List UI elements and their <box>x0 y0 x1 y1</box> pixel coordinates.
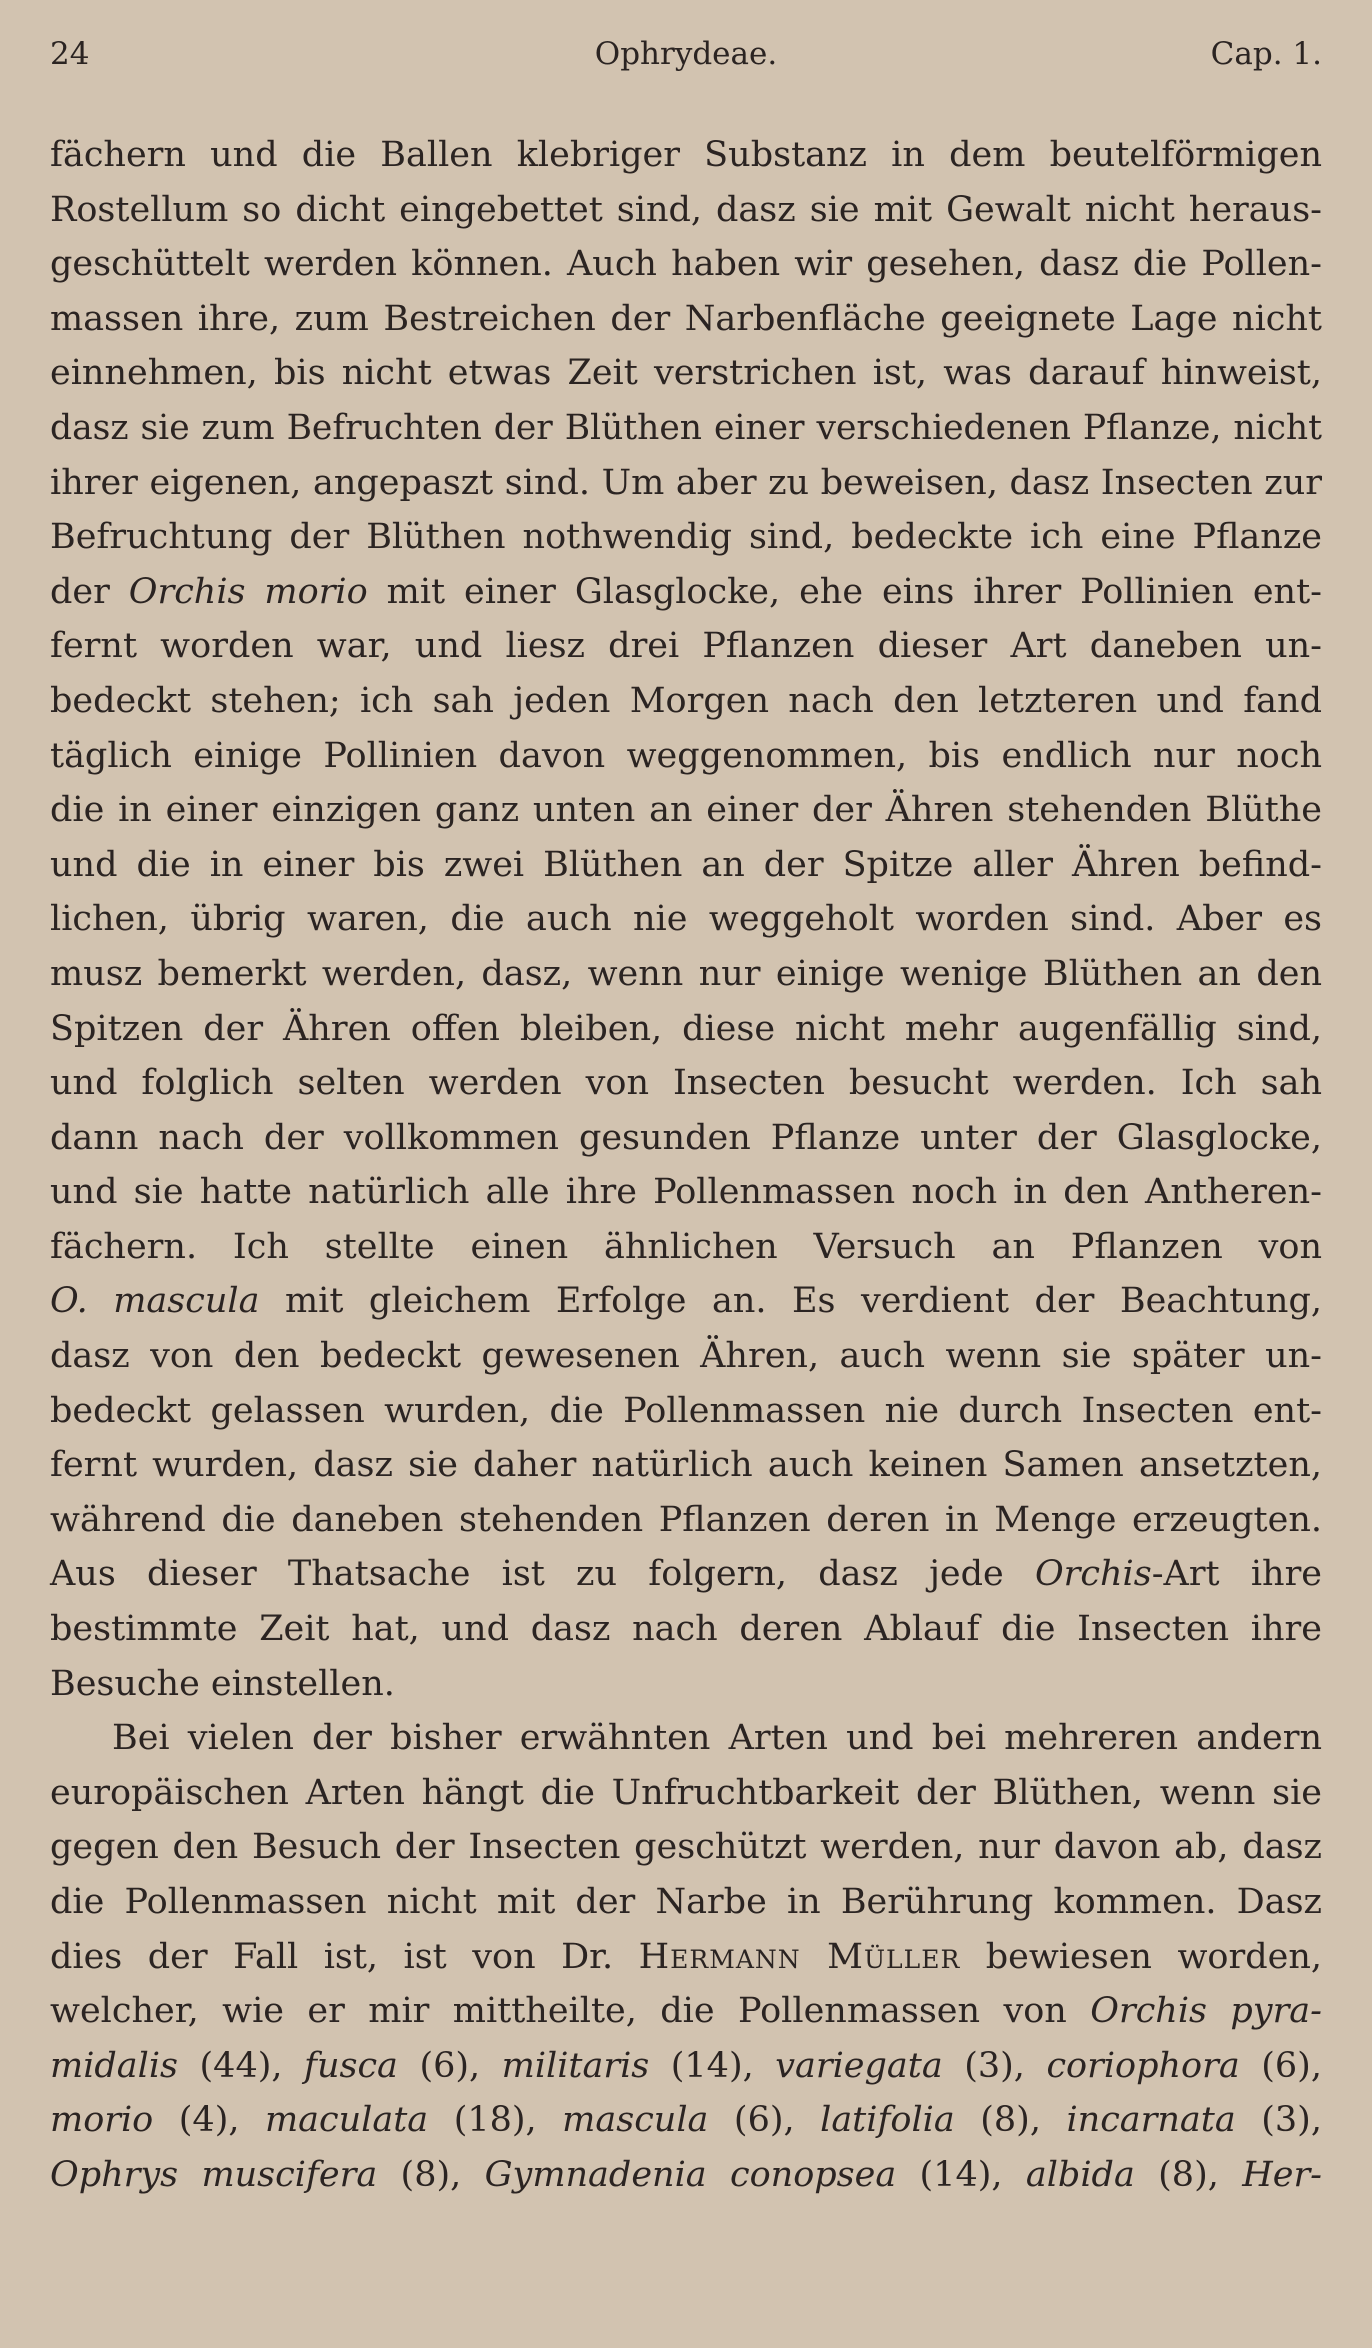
text-line: lichen, übrig waren, die auch nie weggeholt worden sind. Aber es <box>50 899 1322 940</box>
text-line: massen ihre, zum Bestreichen der Narbenfläche geeignete Lage nicht <box>50 298 1322 339</box>
text-run: bewiesen worden, <box>960 1936 1322 1977</box>
species-name: maculata <box>264 2100 429 2141</box>
text-line: gegen den Besuch der Insecten geschützt werden, nur davon ab, dasz <box>50 1827 1322 1868</box>
text-line <box>50 1274 1322 1329</box>
text-run: -Art ihre <box>1151 1554 1323 1595</box>
species-name: Orchis pyra- <box>1090 1991 1322 2032</box>
text-run: (6), <box>708 2100 821 2141</box>
text-line: Befruchtung der Blüthen nothwendig sind, bedeckte ich eine Pflanze <box>50 517 1322 558</box>
species-name: Orchis <box>1034 1554 1152 1595</box>
species-name: Her- <box>1242 2154 1322 2195</box>
text-line: die Pollenmassen nicht mit der Narbe in Berührung kommen. Dasz <box>50 1882 1322 1922</box>
running-head <box>50 34 1322 94</box>
text-line: während die daneben stehenden Pflanzen deren in Menge erzeugten. <box>50 1499 1322 1540</box>
species-name: militaris <box>501 2045 650 2086</box>
text-line <box>50 1930 1322 1985</box>
paragraph-1 <box>50 128 1322 1711</box>
text-line: geschüttelt werden können. Auch haben wir gesehen, dasz die Pollen- <box>50 244 1322 285</box>
text-run: (3), <box>942 2045 1047 2086</box>
running-title: Ophrydeae. <box>594 36 778 72</box>
text-run: dies der Fall ist, ist von Dr. <box>50 1936 639 1977</box>
text-line: dasz sie zum Befruchten der Blüthen einer verschiedenen Pflanze, nicht <box>50 407 1322 448</box>
species-name: fusca <box>304 2045 398 2086</box>
text-line: fernt wurden, dasz sie daher natürlich auch keinen Samen ansetzten, <box>50 1445 1322 1486</box>
text-line <box>50 1547 1322 1602</box>
text-line: bedeckt gelassen wurden, die Pollenmassen nie durch Insecten ent- <box>50 1390 1322 1431</box>
text-line: bedeckt stehen; ich sah jeden Morgen nach den letzteren und fand <box>50 680 1322 721</box>
page-number: 24 <box>50 36 90 72</box>
species-name: midalis <box>50 2045 179 2086</box>
text-line <box>50 2148 1322 2203</box>
text-line: ihrer eigenen, angepaszt sind. Um aber zu beweisen, dasz Insecten zur <box>50 462 1322 503</box>
text-line: dann nach der vollkommen gesunden Pflanze unter der Glasglocke, <box>50 1117 1322 1158</box>
text-line: Rostellum so dicht eingebettet sind, dasz sie mit Gewalt nicht heraus- <box>50 189 1322 230</box>
text-line: die in einer einzigen ganz unten an einer der Ähren stehenden Blüthe <box>50 790 1322 831</box>
text-run: Aus dieser Thatsache ist zu folgern, dasz jede <box>50 1554 1035 1595</box>
text-line: musz bemerkt werden, dasz, wenn nur einige wenige Blüthen an den <box>50 953 1322 994</box>
species-name: Ophrys muscifera <box>50 2154 378 2195</box>
text-run: (14), <box>649 2045 776 2086</box>
text-line: täglich einige Pollinien davon weggenommen, bis endlich nur noch <box>50 735 1322 776</box>
species-name: coriophora <box>1046 2045 1240 2086</box>
text-line: und folglich selten werden von Insecten besucht werden. Ich sah <box>50 1063 1322 1104</box>
text-line: Spitzen der Ähren offen bleiben, diese nicht mehr augenfällig sind, <box>50 1008 1322 1049</box>
species-name: Gymnadenia conopsea <box>484 2154 897 2195</box>
text-run: mit gleichem Erfolge an. Es verdient der Beachtung, <box>259 1281 1322 1322</box>
text-line <box>50 2039 1322 2094</box>
species-name: Orchis morio <box>128 571 368 612</box>
text-run: (6), <box>397 2045 502 2086</box>
species-name: incarnata <box>1066 2100 1236 2141</box>
text-run: (8), <box>954 2100 1067 2141</box>
species-name: morio <box>50 2100 154 2141</box>
text-run: (14), <box>896 2154 1026 2195</box>
species-name: latifolia <box>820 2100 955 2141</box>
text-line: fächern. Ich stellte einen ähnlichen Versuch an Pflanzen von <box>50 1226 1322 1267</box>
text-run: (4), <box>153 2100 265 2141</box>
text-line <box>50 1984 1322 2039</box>
text-run: (3), <box>1235 2100 1322 2141</box>
text-line: bestimmte Zeit hat, und dasz nach deren Ablauf die Insecten ihre <box>50 1609 1322 1650</box>
text-line: fächern und die Ballen klebriger Substanz in dem beutelförmigen <box>50 135 1322 175</box>
text-line: dasz von den bedeckt gewesenen Ähren, auch wenn sie später un- <box>50 1336 1322 1377</box>
text-run: (44), <box>178 2045 304 2086</box>
species-name: O. mascula <box>50 1281 260 1322</box>
text-line: einnehmen, bis nicht etwas Zeit verstrichen ist, was darauf hinweist, <box>50 353 1322 394</box>
text-run: mit einer Glasglocke, ehe eins ihrer Pollinien ent- <box>367 571 1322 612</box>
text-line: und sie hatte natürlich alle ihre Pollenmassen noch in den Antheren- <box>50 1172 1322 1213</box>
text-line <box>50 565 1322 620</box>
species-name: variegata <box>775 2045 943 2086</box>
text-run: welcher, wie er mir mittheilte, die Pollenmassen von <box>50 1991 1091 2032</box>
text-line: und die in einer bis zwei Blüthen an der Spitze aller Ähren befind- <box>50 844 1322 885</box>
text-run: (8), <box>377 2154 485 2195</box>
text-line: europäischen Arten hängt die Unfruchtbarkeit der Blüthen, wenn sie <box>50 1772 1322 1813</box>
text-line: fernt worden war, und liesz drei Pflanzen dieser Art daneben un- <box>50 626 1322 667</box>
text-line: Besuche einstellen. <box>50 1663 395 1704</box>
chapter-label: Cap. 1. <box>1210 36 1322 72</box>
species-name: albida <box>1025 2154 1135 2195</box>
body-text <box>50 128 1322 2203</box>
paragraph-2 <box>50 1711 1322 2202</box>
text-run: der <box>50 571 129 612</box>
text-run: (18), <box>428 2100 563 2141</box>
text-run: (6), <box>1239 2045 1322 2086</box>
author-name: Hermann Müller <box>638 1936 961 1977</box>
species-name: mascula <box>562 2100 709 2141</box>
text-run: (8), <box>1134 2154 1243 2195</box>
text-line: Bei vielen der bisher erwähnten Arten und bei mehreren andern <box>112 1718 1322 1759</box>
text-line <box>50 2093 1322 2148</box>
